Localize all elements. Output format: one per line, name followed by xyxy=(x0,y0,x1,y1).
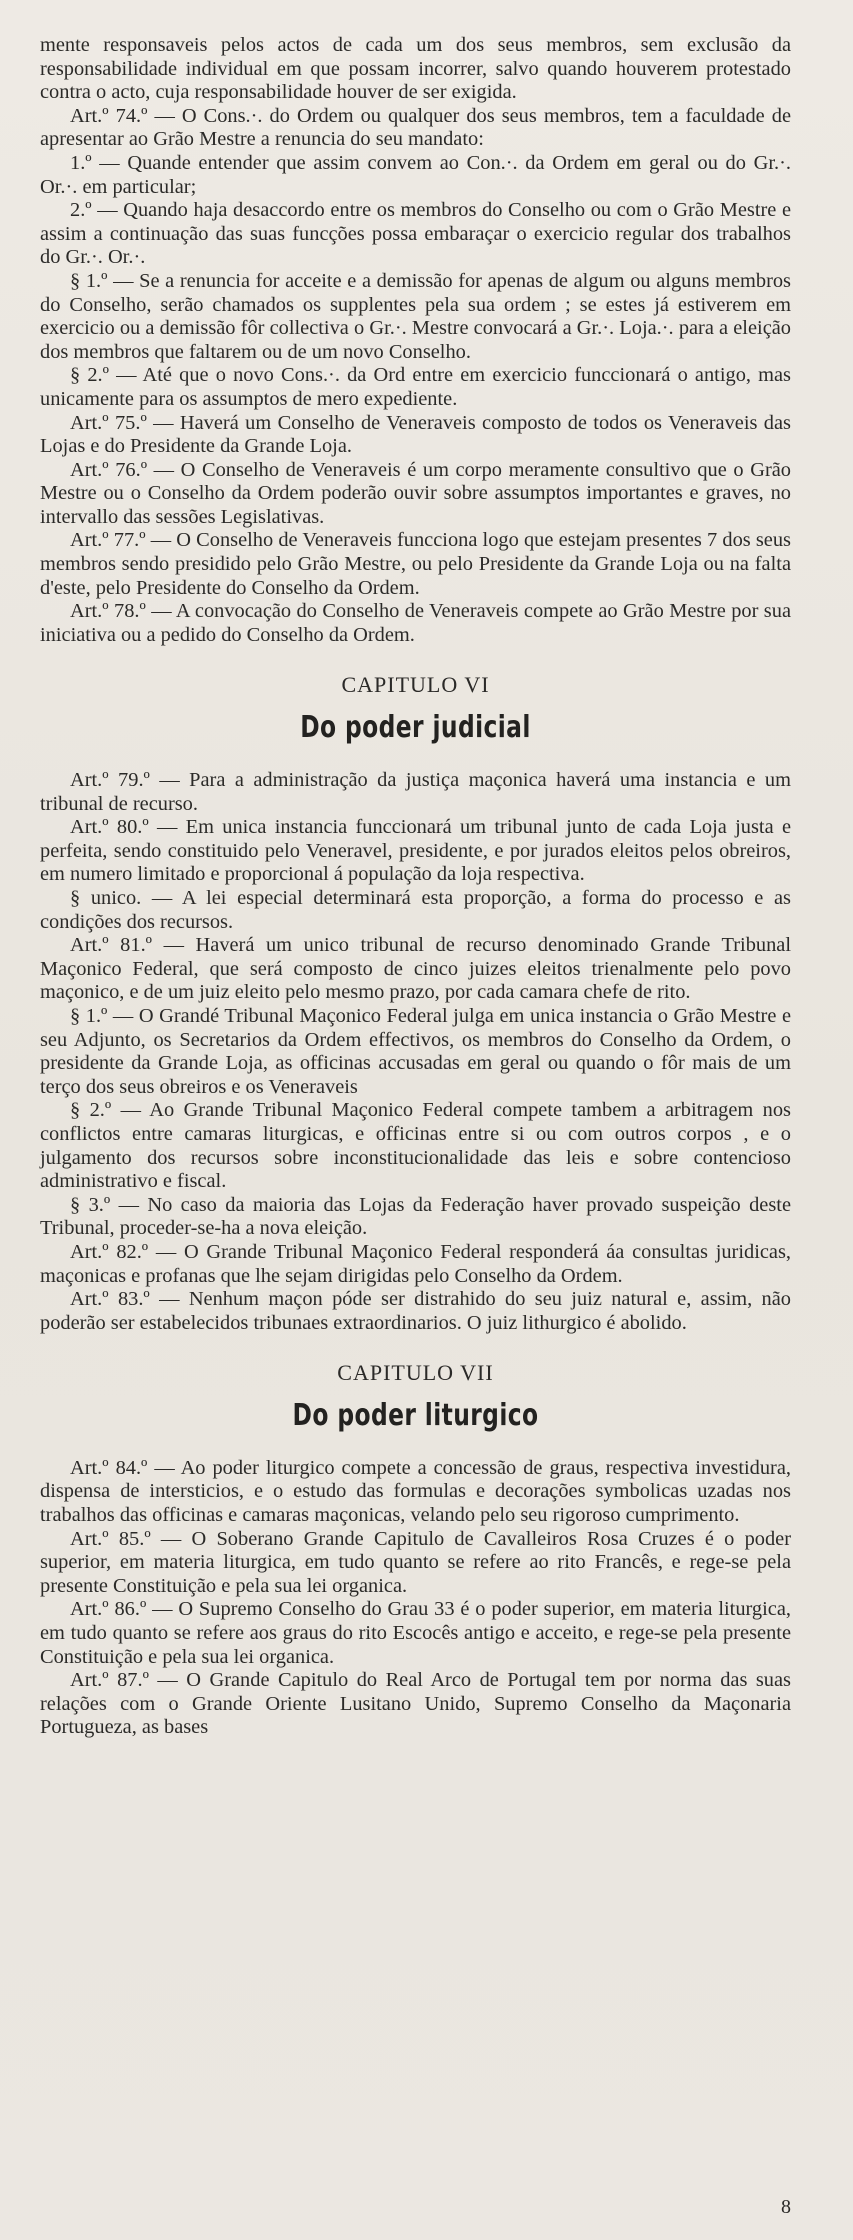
article-86: Art.º 86.º — O Supremo Conselho do Grau 33 é o poder superior, em materia liturgica, em tudo quanto se refere aos graus do rito Escocês antigo e acceito, e rege-se pela presente Constituição e pela sua lei organica. xyxy=(40,1598,791,1668)
clause-74-2: 2.º — Quando haja desaccordo entre os membros do Conselho ou com o Grão Mestre e assim a continuação das suas funcções possa embaraçar o exercicio regular dos trabalhos do Gr.·. Or.·. xyxy=(40,199,791,269)
article-78: Art.º 78.º — A convocação do Conselho de Veneraveis compete ao Grão Mestre por sua iniciativa ou a pedido do Conselho da Ordem. xyxy=(40,600,791,646)
article-81: Art.º 81.º — Haverá um unico tribunal de recurso denominado Grande Tribunal Maçonico Federal, que será composto de cinco juizes eleitos trienalmente pelo povo maçonico, e de um juiz eleito pelo mesmo prazo, por cada camara chefe de rito. xyxy=(40,934,791,1004)
paragraph-81-s3: § 3.º — No caso da maioria das Lojas da Federação haver provado suspeição deste Tribunal, proceder-se-ha a nova eleição. xyxy=(40,1193,791,1240)
article-75: Art.º 75.º — Haverá um Conselho de Veneraveis composto de todos os Veneraveis das Lojas e do Presidente da Grande Loja. xyxy=(40,411,791,458)
chapter-heading: CAPITULO VII xyxy=(337,1360,494,1386)
article-77: Art.º 77.º — O Conselho de Veneraveis funcciona logo que estejam presentes 7 dos seus membros sendo presidido pelo Grão Mestre, ou pelo Presidente da Grande Loja ou na falta d'este, pelo Presidente do Conselho da Ordem. xyxy=(40,529,791,599)
paragraph-81-s2: § 2.º — Ao Grande Tribunal Maçonico Federal compete tambem a arbitragem nos conflictos entre camaras liturgicas, e officinas entre si ou com outros corpos , e o julgamento dos recursos sobre inconstitucionalidade das leis e sobre contencioso administrativo e fiscal. xyxy=(40,1099,791,1193)
chapter-title: Do poder liturgico xyxy=(292,1397,539,1433)
article-83: Art.º 83.º — Nenhum maçon póde ser distrahido do seu juiz natural e, assim, não poderão ser estabelecidos tribunaes extraordinarios. O juiz lithurgico é abolido. xyxy=(40,1288,791,1334)
article-79: Art.º 79.º — Para a administração da justiça maçonica haverá uma instancia e um tribunal de recurso. xyxy=(40,769,791,815)
paragraph-continuation: mente responsaveis pelos actos de cada um dos seus membros, sem exclusão da responsabilidade individual em que possam incorrer, salvo quando houverem protestado contra o acto, cuja responsabilidade houver de ser exigida. xyxy=(40,34,791,104)
chapter-6 xyxy=(40,673,791,1335)
paragraph-74-s2: § 2.º — Até que o novo Cons.·. da Ord entre em exercicio funccionará o antigo, mas unicamente para os assumptos de mero expediente. xyxy=(40,364,791,410)
article-85: Art.º 85.º — O Soberano Grande Capitulo de Cavalleiros Rosa Cruzes é o poder superior, em materia liturgica, em tudo quanto se refere ao rito Francês, e rege-se pela presente Constituição e pela sua lei organica. xyxy=(40,1527,791,1597)
paragraph-81-s1: § 1.º — O Grandé Tribunal Maçonico Federal julga em unica instancia o Grão Mestre e seu Adjunto, os Secretarios da Ordem effectivos, os membros do Conselho da Ordem, o presidente da Grande Loja, as officinas accusadas em geral ou quando o fôr mais de um terço dos seus obreiros e os Veneraveis xyxy=(40,1004,791,1098)
article-74: Art.º 74.º — O Cons.·. do Ordem ou qualquer dos seus membros, tem a faculdade de apresentar ao Grão Mestre a renuncia do seu mandato: xyxy=(40,104,791,151)
paragraph-74-s1: § 1.º — Se a renuncia for acceite e a demissão for apenas de algum ou alguns membros do Conselho, serão chamados os supplentes pela sua ordem ; se estes já estiverem em exercicio ou a demissão fôr collectiva o Gr.·. Mestre convocará a Gr.·. Loja.·. para a eleição dos membros que faltarem ou de um novo Conselho. xyxy=(40,269,791,363)
chapter-heading: CAPITULO VI xyxy=(341,672,490,698)
clause-74-1: 1.º — Quande entender que assim convem ao Con.·. da Ordem em geral ou do Gr.·. Or.·. em particular; xyxy=(40,151,791,198)
article-84: Art.º 84.º — Ao poder liturgico compete a concessão de graus, respectiva investidura, dispensa de intersticios, e o estudo das formulas e decorações symbolicas uzadas nos trabalhos das officinas e camaras maçonicas, velando pelo seu rigoroso cumprimento. xyxy=(40,1456,791,1527)
paragraph-80-unico: § unico. — A lei especial determinará esta proporção, a forma do processo e as condições dos recursos. xyxy=(40,887,791,933)
section-council-order xyxy=(40,34,791,647)
article-76: Art.º 76.º — O Conselho de Veneraveis é um corpo meramente consultivo que o Grão Mestre ou o Conselho da Ordem poderão ouvir sobre assumptos importantes e graves, no intervallo das sessões Legislativas. xyxy=(40,458,791,528)
article-87: Art.º 87.º — O Grande Capitulo do Real Arco de Portugal tem por norma das suas relações com o Grande Oriente Lusitano Unido, Supremo Conselho da Maçonaria Portugueza, as bases xyxy=(40,1669,791,1739)
chapter-title: Do poder judicial xyxy=(300,710,531,746)
article-82: Art.º 82.º — O Grande Tribunal Maçonico Federal responderá áa consultas juridicas, maçonicas e profanas que lhe sejam dirigidas pelo Conselho da Ordem. xyxy=(40,1240,791,1287)
article-80: Art.º 80.º — Em unica instancia funccionará um tribunal junto de cada Loja justa e perfeita, sendo constituido pelo Veneravel, presidente, e por jurados eleitos pelos obreiros, em numero limitado e proporcional á população da loja respectiva. xyxy=(40,816,791,886)
page-number: 8 xyxy=(781,2196,791,2218)
chapter-7 xyxy=(40,1361,791,1740)
